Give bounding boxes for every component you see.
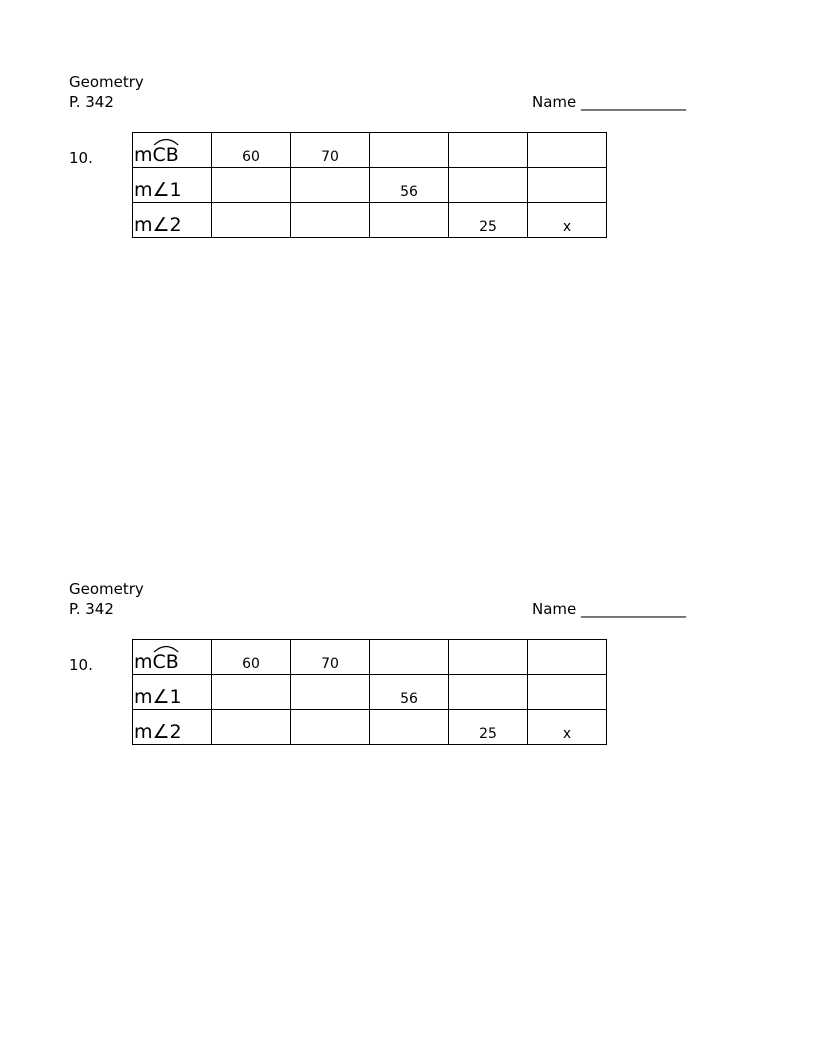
table-cell: 25 [449,203,528,238]
table-cell: 60 [212,640,291,675]
table-cell [291,710,370,745]
page-reference: P. 342 [69,600,114,618]
row-label-angle-2: m∠2 [133,203,212,238]
table-cell [528,133,607,168]
table-cell [449,675,528,710]
table-cell: x [528,203,607,238]
table-cell [370,640,449,675]
table-cell [212,168,291,203]
arc-name: CB [152,651,179,673]
table-cell [212,203,291,238]
table-row-angle-2 [133,710,607,745]
arc-name: CB [152,144,179,166]
table-row-angle-1 [133,168,607,203]
table-cell [528,640,607,675]
worksheet-top [0,0,817,236]
table-cell: 56 [370,675,449,710]
table-cell [370,710,449,745]
arc-notation [153,144,179,166]
table-cell: 70 [291,640,370,675]
table-cell [528,168,607,203]
table-row-arc-cb [133,133,607,168]
page-reference: P. 342 [69,93,114,111]
measure-table [132,132,607,238]
table-cell [291,203,370,238]
table-cell [291,168,370,203]
row-label-angle-1: m∠1 [133,168,212,203]
table-cell [212,675,291,710]
row-label-angle-2: m∠2 [133,710,212,745]
problem-number: 10. [69,149,93,167]
table-cell: 56 [370,168,449,203]
name-line: Name ______________ [532,600,687,618]
table-cell: 70 [291,133,370,168]
table-cell [449,168,528,203]
table-cell [528,675,607,710]
table-cell [212,710,291,745]
subject-title: Geometry [69,580,144,598]
problem-number: 10. [69,656,93,674]
table-cell [370,203,449,238]
row-label-arc-cb [133,640,212,675]
worksheet-bottom [0,507,817,743]
measure-prefix: m [134,144,153,166]
table-cell [291,675,370,710]
table-cell: x [528,710,607,745]
measure-table [132,639,607,745]
arc-icon [153,643,179,653]
table-cell: 60 [212,133,291,168]
arc-icon [153,136,179,146]
table-cell: 25 [449,710,528,745]
table-row-arc-cb [133,640,607,675]
name-line: Name ______________ [532,93,687,111]
table-cell [370,133,449,168]
subject-title: Geometry [69,73,144,91]
measure-prefix: m [134,651,153,673]
table-row-angle-1 [133,675,607,710]
row-label-angle-1: m∠1 [133,675,212,710]
table-cell [449,133,528,168]
row-label-arc-cb [133,133,212,168]
table-cell [449,640,528,675]
arc-notation [153,651,179,673]
table-row-angle-2 [133,203,607,238]
